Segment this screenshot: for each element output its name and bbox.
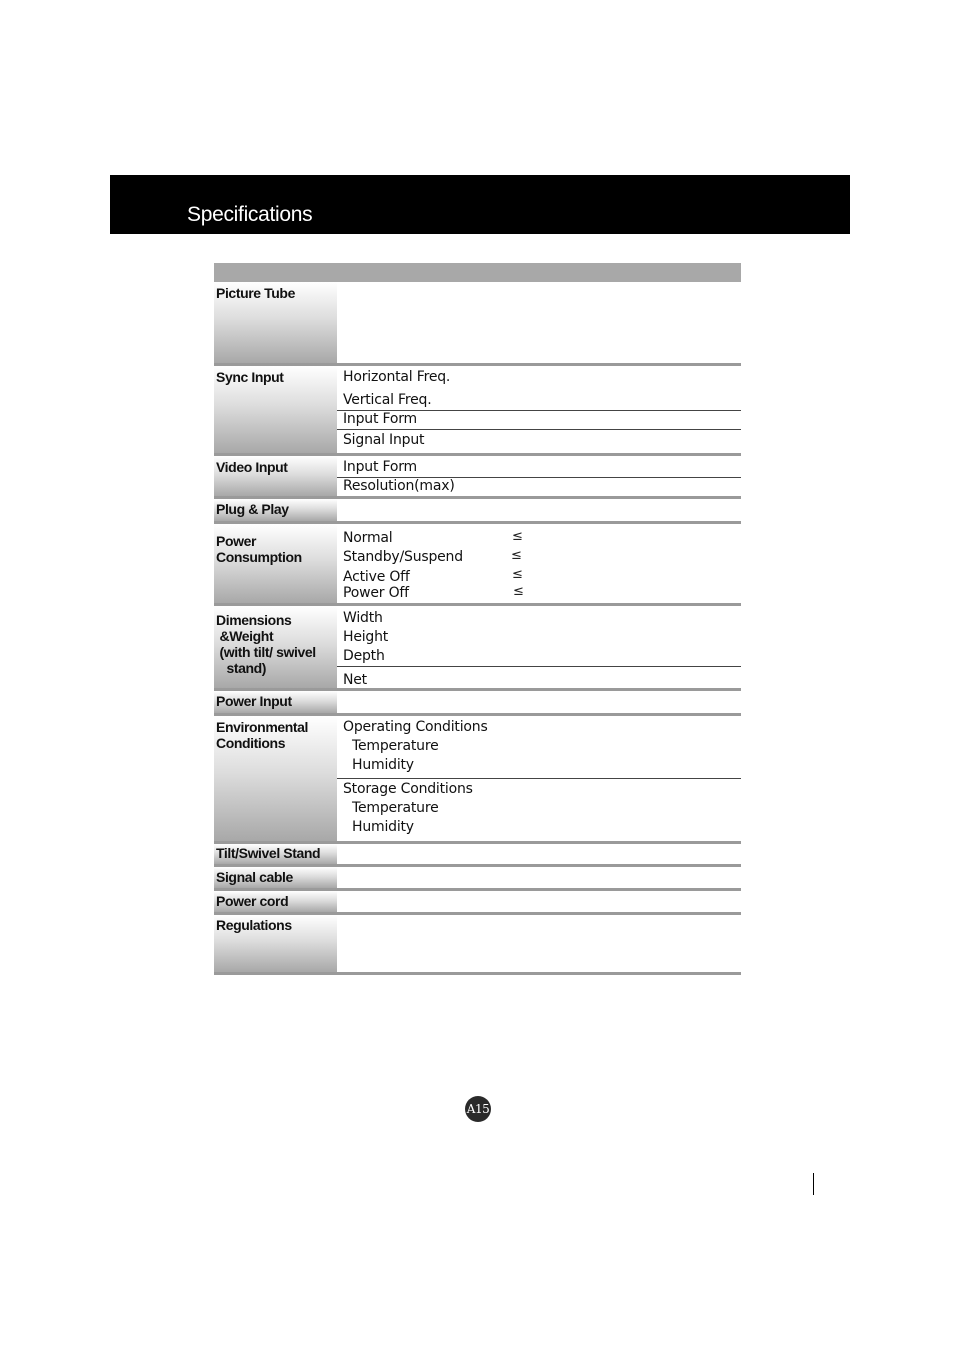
env-storage-temperature: Temperature [352,800,439,816]
dim-width: Width [343,610,383,626]
crop-mark [813,1173,814,1195]
header-bar [110,175,850,234]
row-environmental-conditions [214,716,741,844]
row-dimensions-weight [214,606,741,691]
sync-input-form: Input Form [343,411,417,427]
row-video-input [214,456,741,499]
env-operating-humidity: Humidity [352,757,414,773]
le-symbol: ≤ [511,548,522,563]
env-operating-temperature: Temperature [352,738,439,754]
spec-table-header [214,263,741,282]
page-number-badge: A15 [465,1096,491,1122]
row-picture-tube [214,282,741,366]
label-picture-tube: Picture Tube [216,285,295,301]
spec-table [214,282,741,975]
env-storage-humidity: Humidity [352,819,414,835]
sync-horizontal-freq: Horizontal Freq. [343,369,451,385]
row-power-input [214,691,741,716]
page-title: Specifications [187,203,313,226]
row-regulations [214,915,741,975]
label-power-cord: Power cord [216,893,289,909]
dim-depth: Depth [343,648,385,664]
row-plug-play [214,499,741,524]
video-resolution: Resolution(max) [343,478,455,494]
label-power-input: Power Input [216,693,292,709]
env-operating-conditions: Operating Conditions [343,719,488,735]
le-symbol: ≤ [513,584,524,599]
power-normal: Normal [343,530,393,546]
video-input-form: Input Form [343,459,417,475]
env-storage-conditions: Storage Conditions [343,781,473,797]
row-signal-cable [214,867,741,891]
dim-height: Height [343,629,389,645]
label-tilt-swivel: Tilt/Swivel Stand [216,845,321,861]
label-sync-input: Sync Input [216,369,284,385]
label-dimensions-weight: Dimensions &Weight (with tilt/ swivel stand) [216,612,316,676]
dim-net: Net [343,672,367,688]
label-video-input: Video Input [216,459,288,475]
label-environmental-conditions: Environmental Conditions [216,719,309,751]
sync-signal-input: Signal Input [343,432,425,448]
row-sync-input [214,366,741,456]
power-active-off: Active Off [343,569,410,585]
le-symbol: ≤ [512,567,523,582]
label-signal-cable: Signal cable [216,869,293,885]
label-plug-play: Plug & Play [216,501,289,517]
value-picture-tube [337,282,741,363]
label-power-consumption: Power Consumption [216,533,302,565]
row-power-cord [214,891,741,915]
sync-vertical-freq: Vertical Freq. [343,392,432,408]
row-tilt-swivel [214,844,741,867]
row-power-consumption [214,524,741,606]
power-off: Power Off [343,585,409,601]
le-symbol: ≤ [512,529,523,544]
power-standby: Standby/Suspend [343,549,463,565]
label-regulations: Regulations [216,917,292,933]
